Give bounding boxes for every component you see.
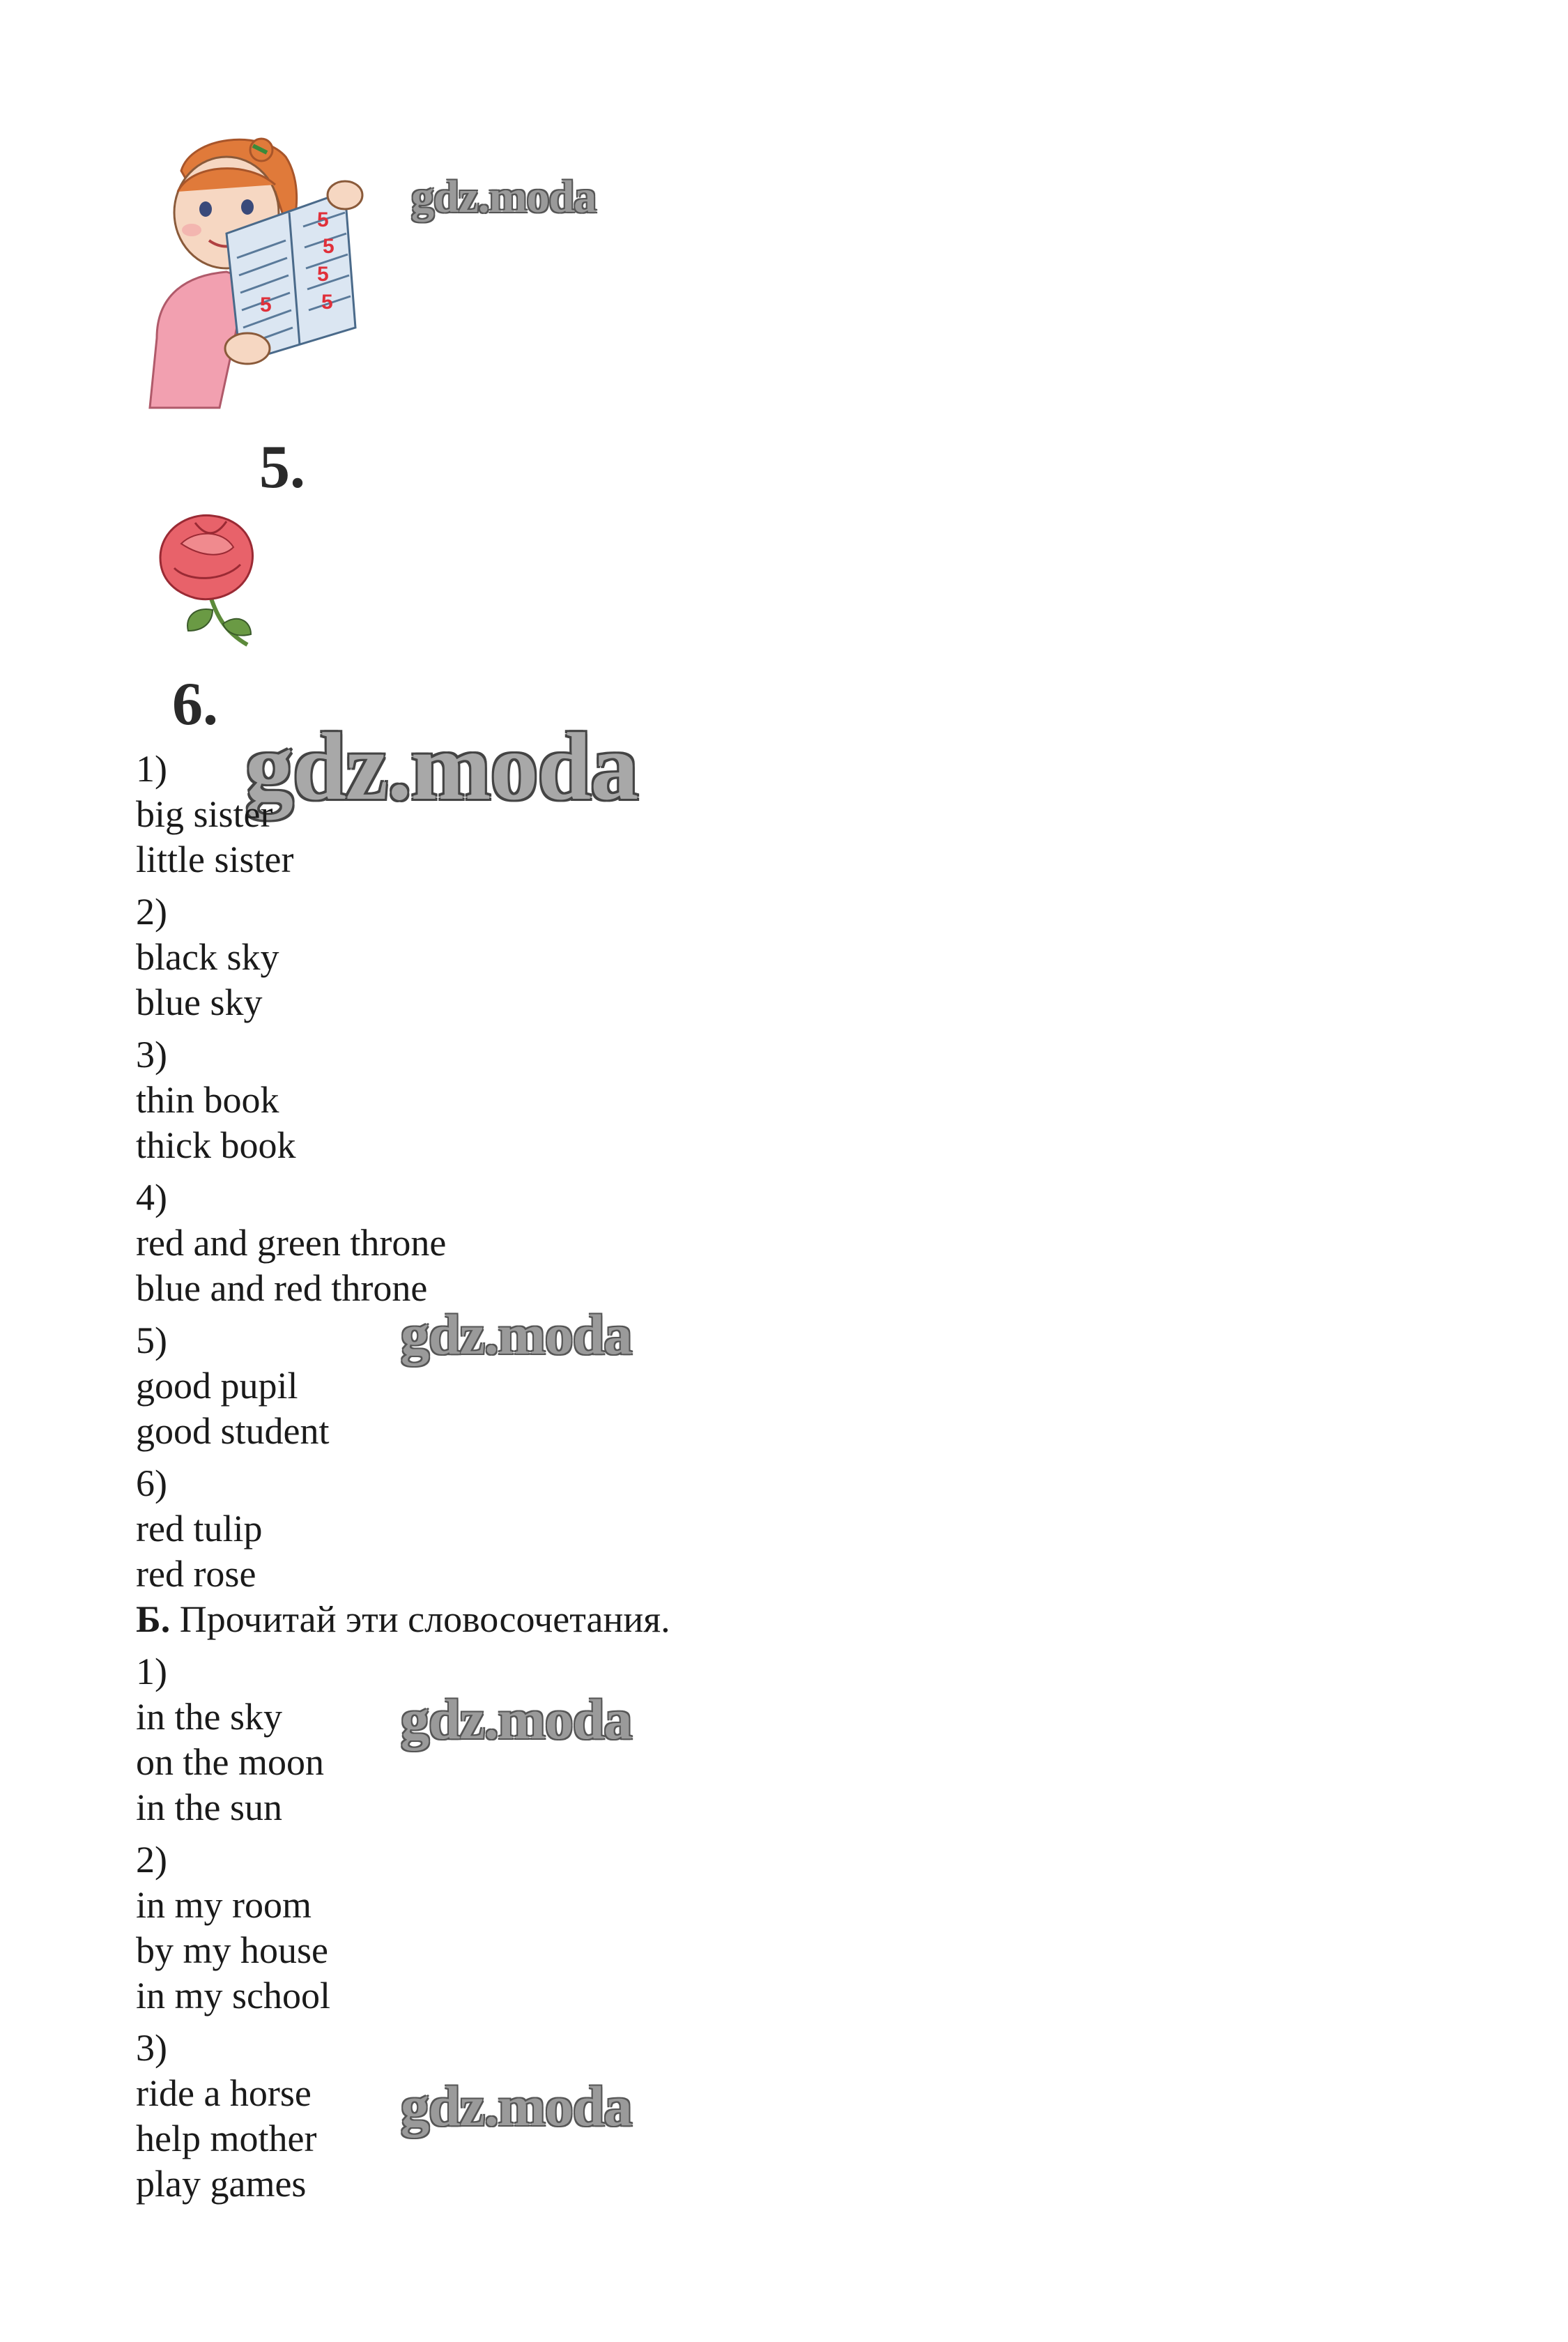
- svg-text:5: 5: [260, 293, 272, 316]
- list-item: in the sky: [136, 1696, 282, 1738]
- watermark: gdz.moda: [401, 2074, 632, 2138]
- list-item: in my room: [136, 1884, 312, 1926]
- list-item: red tulip: [136, 1508, 263, 1549]
- list-item-number: 5): [136, 1319, 167, 1361]
- part-b-heading: [136, 1596, 670, 1642]
- watermark: gdz.moda: [401, 1303, 632, 1366]
- list-item: good student: [136, 1410, 330, 1452]
- list-item: in the sun: [136, 1786, 282, 1828]
- list-item: by my house: [136, 1929, 328, 1971]
- list-item: red and green throne: [136, 1222, 447, 1264]
- part-b-letter: Б.: [136, 1598, 171, 1640]
- list-item-number: 2): [136, 891, 167, 933]
- list-item-number: 1): [136, 748, 167, 790]
- watermark: gdz.moda: [411, 171, 597, 222]
- list-item: on the moon: [136, 1741, 324, 1783]
- list-item: in my school: [136, 1975, 330, 2016]
- list-item: play games: [136, 2163, 307, 2205]
- svg-text:5: 5: [317, 208, 329, 231]
- list-item: thick book: [136, 1124, 296, 1166]
- svg-text:5: 5: [323, 235, 335, 258]
- list-item: red rose: [136, 1553, 256, 1595]
- svg-text:5: 5: [321, 291, 333, 314]
- list-item: black sky: [136, 936, 279, 978]
- list-item: little sister: [136, 839, 294, 880]
- exercise-6-label: 6.: [172, 671, 218, 738]
- part-b-instruction: Прочитай эти словосочетания.: [179, 1598, 670, 1640]
- list-item-number: 3): [136, 2027, 167, 2069]
- watermark: gdz.moda: [245, 713, 638, 820]
- list-item: good pupil: [136, 1365, 298, 1407]
- list-item: big sister: [136, 793, 273, 835]
- exercise-5-label: 5.: [259, 434, 305, 501]
- list-item-number: 3): [136, 1034, 167, 1076]
- list-item: blue sky: [136, 981, 263, 1023]
- list-item: ride a horse: [136, 2072, 312, 2114]
- list-item-number: 2): [136, 1839, 167, 1881]
- rose-illustration: [146, 502, 265, 655]
- list-item: thin book: [136, 1079, 279, 1121]
- list-item-number: 6): [136, 1462, 167, 1504]
- list-item-number: 1): [136, 1651, 167, 1692]
- list-item: help mother: [136, 2118, 317, 2159]
- watermark: gdz.moda: [401, 1687, 632, 1751]
- list-item-number: 4): [136, 1177, 167, 1218]
- girl-with-diary-illustration: [143, 129, 436, 422]
- svg-text:5: 5: [317, 263, 329, 286]
- list-item: blue and red throne: [136, 1267, 428, 1309]
